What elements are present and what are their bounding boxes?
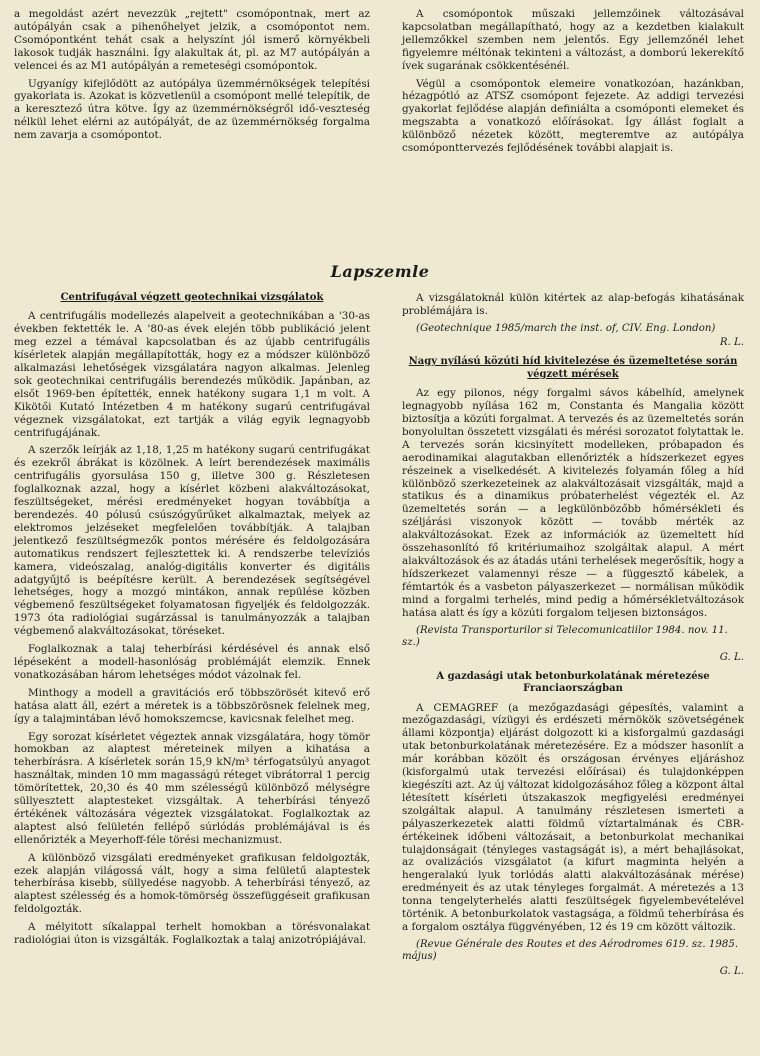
right-column: [402, 292, 744, 985]
author-signature: R. L.: [719, 337, 744, 349]
article-title: A gazdasági utak betonburkolatának méretezése Franciaországban: [436, 670, 710, 695]
paragraph: Ugyanígy kifejlődött az autópálya üzemmérnökségek telepítési gyakorlata is. Azokat is közvetlenül a csomópont mellé telepítik, de a keresztező útra kötve. Így az üzemmérnökségről idő-veszteség nélkül lehet elérni az autópályát, de az üzemmérnökség forgalma nem zavarja a csomópontot.: [14, 77, 370, 142]
paragraph: A csomópontok műszaki jellemzőinek változásával kapcsolatban megállapítható, hogy az a kezdetben kialakult jellemzőkkel szemben nem jelentős. Egy jellemzőnél lehet figyelemre méltónak tekinteni a változást, a domború lekerekítő ívek sugarának csökkentésénél.: [402, 8, 744, 72]
paragraph: A centrifugális modellezés alapelveit a geotechnikában a '30-as években fektették le. A '80-as évek elején több publikáció jelent meg ezzel a témával kapcsolatban és az újabb centrifugális kísérletek alapján megállapították, hogy ez a módszer különböző alkalmazási lehetőségek vizsgálatára nagyon alkalmas. Jelenleg sok geotechnikai centrifugális berendezés működik. Japánban, az elsőt 1969-ben építették, ennek hatékony sugara 1,1 m volt. A Kikötői Kutató Intézetben 4 m hatékony sugarú centrifugával végeznek vizsgálatokat, ezt tartják a világ egyik legnagyobb centrifugájának.: [14, 310, 370, 439]
section-title: Lapszemle: [330, 262, 430, 281]
paragraph: a megoldást azért nevezzük „rejtett" csomópontnak, mert az autópályán csak a pihenőhelyet jelzik, a csomópontot nem. Csomópontként tehát csak a helyszínt jól ismerő környékbeli lakosok tudják használni. Így alakultak át, pl. az M7 autópályán a velencei és az M1 autópályán a remeteségi csomópontok.: [14, 8, 370, 72]
paragraph: Az egy pilonos, négy forgalmi sávos kábelhíd, amelynek legnagyobb nyílása 162 m, Constanta és Mangalia között biztosítja a közúti forgalmat. A tervezés és az üzemeltetés során bonyolultan összetett vizsgálati és mérési sorozatot folytattak le. A tervezés során kicsinyített modelleken, próbapadon és aerodinamikai alagutakban ellenőrizték a hídszerkezet egyes részeinek a viselkedését. A kivitelezés folyamán főleg a híd különböző szerkezeteinek az alakváltozásait vizsgálták, majd a statikus és a dinamikus próbaterhelést végezték el. Az üzemeltetés során — a legkülönbözőbb hőmérsékleti és széljárási viszonyok között — tovább mérték az alakváltozásokat. Ezek az információk az üzemeltett híd összehasonlító fő kritériumaihoz szolgáltak alapul. A mért alakváltozások és az átadás utáni terhelések megerősítik, hogy a hídszerkezet valamennyi része — a függesztő kábelek, a fémtartók és a vasbeton pályaszerkezet — normálisan működik mind a forgalmi terhelés, mind pedig a hőmérsékletváltozások hatása alatt és így a közúti forgalom teljesen biztonságos.: [402, 387, 744, 619]
paragraph: Végül a csomópontok elemeire vonatkozóan, hazánkban, hézagpótló az ATSZ csomópont fejezete. Az addigi tervezési gyakorlat fejlődése alapján definiálta a csomóponti elemeket és megszabta a vonatkozó előírásokat. Így állást foglalt a különböző nézetek között, megteremtve az autópálya csomóponttervezés fejlődésének további alapjait is.: [402, 77, 744, 155]
paragraph: Egy sorozat kísérletet végeztek annak vizsgálatára, hogy tömör homokban az alaptest méreteinek milyen a kihatása a teherbírásra. A kísérletek során 15,9 kN/m³ térfogatsúlyú anyagot használtak, minden 10 mm magasságú réteget vibrátorral 1 percig tömörítettek, 20,30 és 40 mm szélességű különböző mélységre süllyesztett alaptesteket vizsgáltak. A teherbírási tényező értékének változására végeztek vizsgálatokat. Foglalkoztak az alaptest alsó felületén fellépő súrlódás problémájával is és ellenőrizték a Meyerhoff-féle törési mechanizmust.: [14, 730, 370, 846]
article-title: Centrifugával végzett geotechnikai vizsgálatok: [60, 292, 324, 303]
author-signature: G. L.: [719, 966, 744, 978]
source-citation: (Revue Générale des Routes et des Aérodromes 619. sz. 1985. május): [402, 938, 739, 963]
paragraph: Minthogy a modell a gravitációs erő többszörösét kitevő erő hatása alatt áll, ezért a méretek is a többszörösnek felelnek meg, így a talajmintában lévő homokszemcse, kavicsnak felelhet meg.: [14, 686, 370, 725]
source-citation: (Geotechnique 1985/march the inst. of, CIV. Eng. London): [416, 322, 716, 334]
paragraph: A különböző vizsgálati eredményeket grafikusan feldolgozták, ezek alapján világossá vált, hogy a sima felületű alaptestek teherbírása kisebb, süllyedése nagyobb. A teherbírási tényező, az alaptest szélesség és a homok-tömörség összefüggéseit grafikusan feldolgozták.: [14, 851, 370, 916]
paragraph: A CEMAGREF (a mezőgazdasági gépesítés, valamint a mezőgazdasági, vízügyi és erdészeti mérnökök szövetségének állami központja) eljárást dolgozott ki a kisforgalmú gazdasági utak betonburkolatának méretezésére. Ez a módszer hasonlít a már korábban közölt és országosan érvényes eljáráshoz (kisforgalmú utak tervezési előírásai) és tulajdonképpen kiegészíti azt. Az új változat kidolgozásához főleg a központ által létesített kísérleti útszakaszok megfigyelési eredményei szolgáltak alapul. A tanulmány részletesen ismerteti a pályaszerkezetek alatti földmű víztartalmának és CBR-értékeinek időbeni változásait, a betonburkolat mechanikai tulajdonságait (tényleges vastagságát is), a mért behajlásokat, az ovalizációs vizsgálatot (a kifurt magminta helyén a hengeralakú lyuk torlódás alatti alakváltozásának mérése) eredményeit és az utak tényleges forgalmát. A méretezés a 13 tonna tengelyterhelés alatti feszültségek figyelembevételével történik. A betonburkolatok vastagsága, a földmű teherbírása és a forgalom osztálya függvényében, 12 és 19 cm között változik.: [402, 701, 744, 933]
top-right-column: [402, 8, 744, 160]
article-title: Nagy nyílású közúti híd kivitelezése és üzemeltetése során végzett mérések: [408, 356, 738, 380]
top-left-column: [14, 8, 370, 147]
paragraph: Foglalkoznak a talaj teherbírási kérdésével és annak első lépéseként a modell-hasonlóság problémáját elemzik. Ennek vonatkozásában három lehetséges módot vázolnak fel.: [14, 643, 370, 681]
paragraph: A szerzők leírják az 1,18, 1,25 m hatékony sugarú centrifugákat és ezekről ábrákat is közölnek. A leírt berendezések maximális centrifugális gyorsulása 150 g, illetve 300 g. Részletesen foglalkoznak azzal, hogy a kísérlet közbeni alakváltozásokat, feszültségeket, mérési eredményeket hogyan továbbítja a berendezés. 40 pólusú csúszógyűrűket alkalmaztak, melyek az elektromos jelzéseket megfelelően továbbítják. A talajban jelentkező feszültségmezők pontos mérésére és feldolgozására automatikus rendszert fejlesztettek ki. A rendszerbe televíziós kamera, videószalag, analóg-digitális konverter és digitális adatgyűjtő is beépítésre került. A berendezések segítségével lehetséges, hogy a mozgó mintákon, annak repülése közben végbemenő feszültségeket folyamatosan figyeljék és feldolgozzák. 1973 óta radiológiai sugárzással is tanulmányozzák a talajban végbemenő alakváltozásokat, töréseket.: [14, 444, 370, 638]
paragraph: A vizsgálatoknál külön kitértek az alap-befogás kihatásának problémájára is.: [402, 292, 744, 317]
left-column: [14, 292, 370, 952]
paragraph: A mélyitott síkalappal terhelt homokban a törésvonalakat radiológiai úton is vizsgálták. Foglalkoztak a talaj anizotrópiájával.: [14, 921, 370, 947]
author-signature: G. L.: [719, 651, 744, 663]
source-citation: (Revista Transporturilor si Telecomunicatiilor 1984. nov. 11. sz.): [402, 624, 728, 649]
